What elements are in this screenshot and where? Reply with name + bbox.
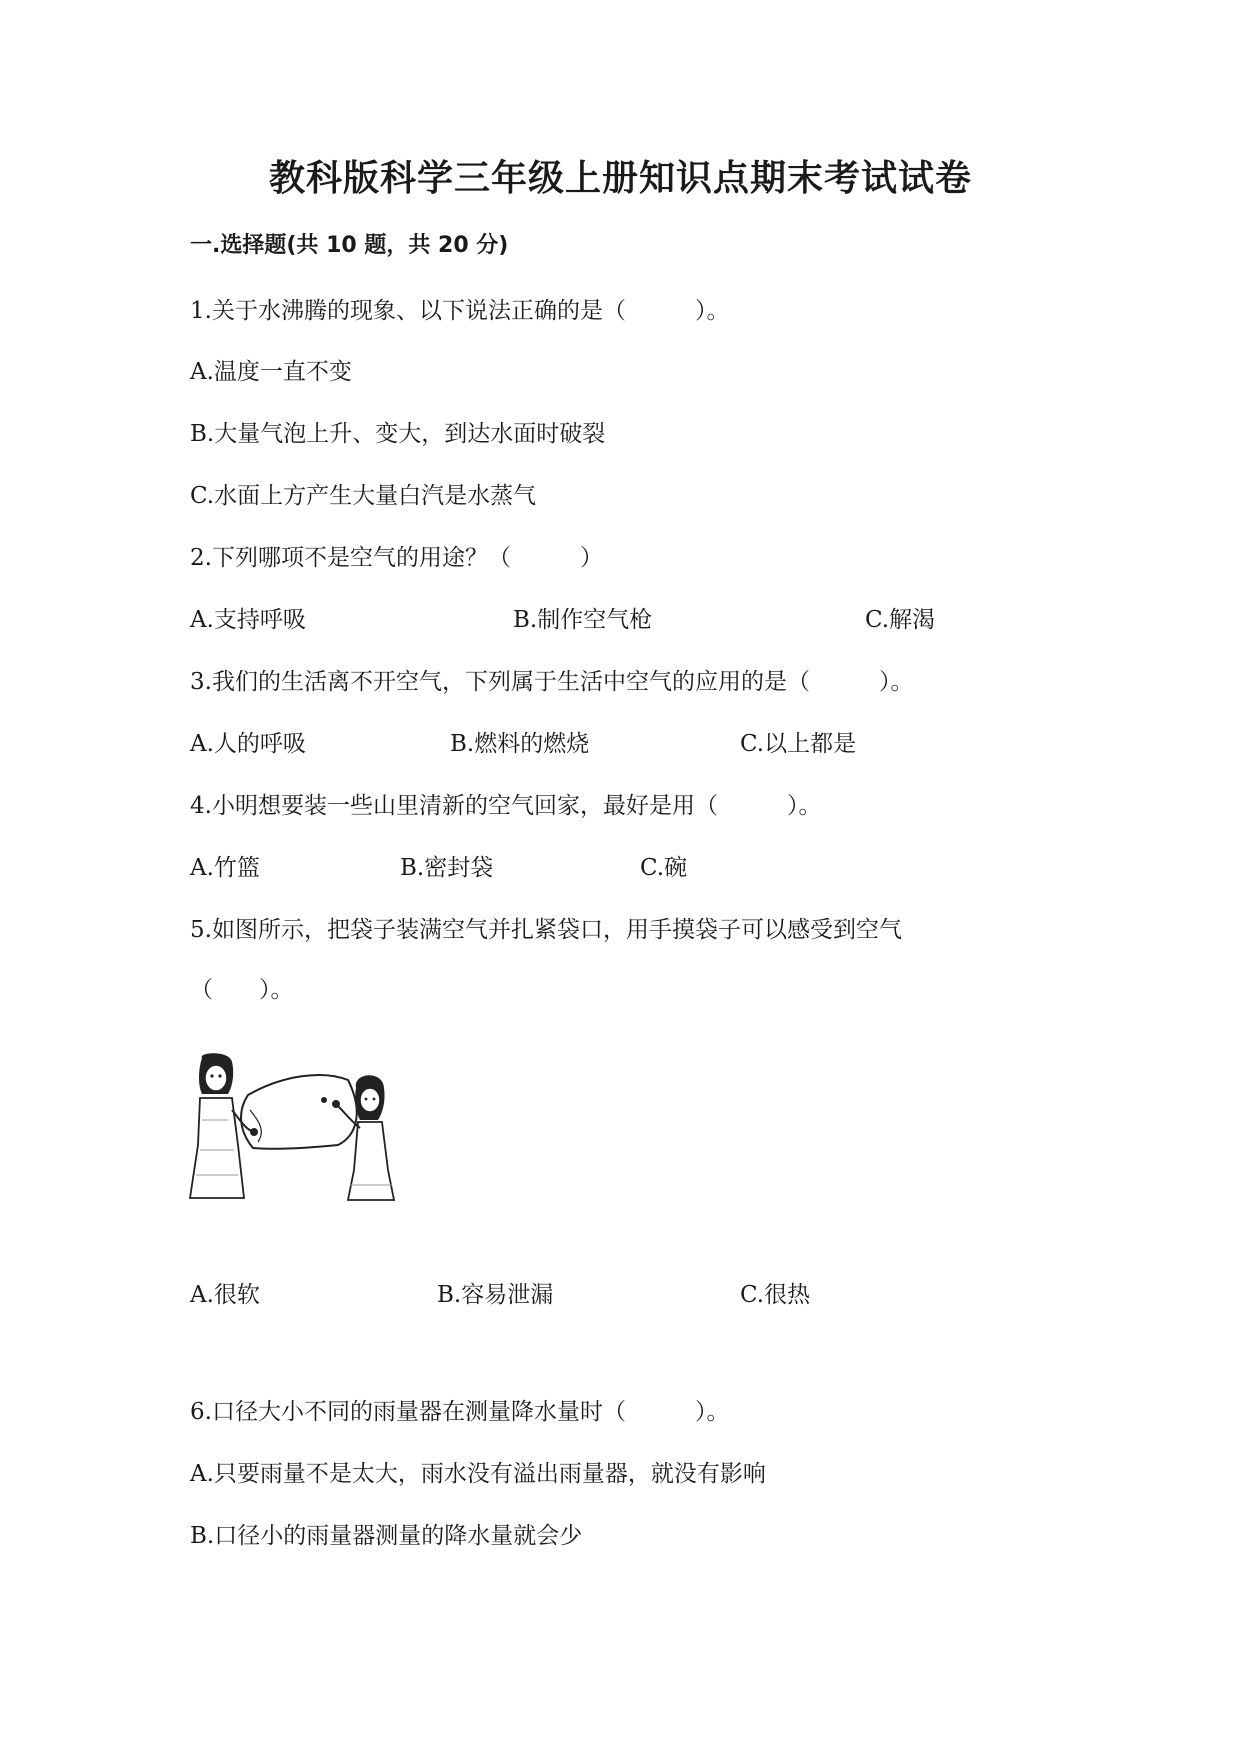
question-5-option-a: A.很软 (190, 1282, 260, 1308)
question-3-option-c: C.以上都是 (740, 731, 857, 757)
question-1-option-c: C.水面上方产生大量白汽是水蒸气 (190, 483, 537, 509)
question-1-stem: 1.关于水沸腾的现象、以下说法正确的是（ ）。 (190, 298, 730, 324)
question-2-option-c: C.解渴 (865, 607, 936, 633)
question-4-option-b: B.密封袋 (400, 855, 494, 881)
question-6-option-b: B.口径小的雨量器测量的降水量就会少 (190, 1523, 583, 1549)
question-6-stem: 6.口径大小不同的雨量器在测量降水量时（ ）。 (190, 1399, 730, 1425)
question-3-stem: 3.我们的生活离不开空气，下列属于生活中空气的应用的是（ ）。 (190, 669, 914, 695)
question-5-option-c: C.很热 (740, 1282, 811, 1308)
question-1-option-b: B.大量气泡上升、变大，到达水面时破裂 (190, 421, 606, 447)
exam-title: 教科版科学三年级上册知识点期末考试试卷 (268, 158, 972, 199)
question-3-option-b: B.燃料的燃烧 (450, 731, 590, 757)
question-2-option-a: A.支持呼吸 (190, 607, 306, 633)
question-2-option-b: B.制作空气枪 (513, 607, 653, 633)
question-3-option-a: A.人的呼吸 (190, 731, 306, 757)
section-heading: 一.选择题(共 10 题，共 20 分) (190, 233, 509, 258)
question-4-option-a: A.竹篮 (190, 855, 260, 881)
question-6-option-a: A.只要雨量不是太大，雨水没有溢出雨量器，就没有影响 (190, 1461, 766, 1487)
question-5-option-b: B.容易泄漏 (437, 1282, 554, 1308)
question-5-stem-continued: （ ）。 (190, 977, 294, 1003)
question-1-option-a: A.温度一直不变 (190, 359, 352, 385)
question-4-stem: 4.小明想要装一些山里清新的空气回家，最好是用（ ）。 (190, 793, 822, 819)
girls-holding-bag-illustration (188, 1050, 403, 1210)
question-5-stem: 5.如图所示，把袋子装满空气并扎紧袋口，用手摸袋子可以感受到空气 (190, 917, 902, 943)
question-4-option-c: C.碗 (640, 855, 688, 881)
question-2-stem: 2.下列哪项不是空气的用途？（ ） (190, 545, 603, 571)
